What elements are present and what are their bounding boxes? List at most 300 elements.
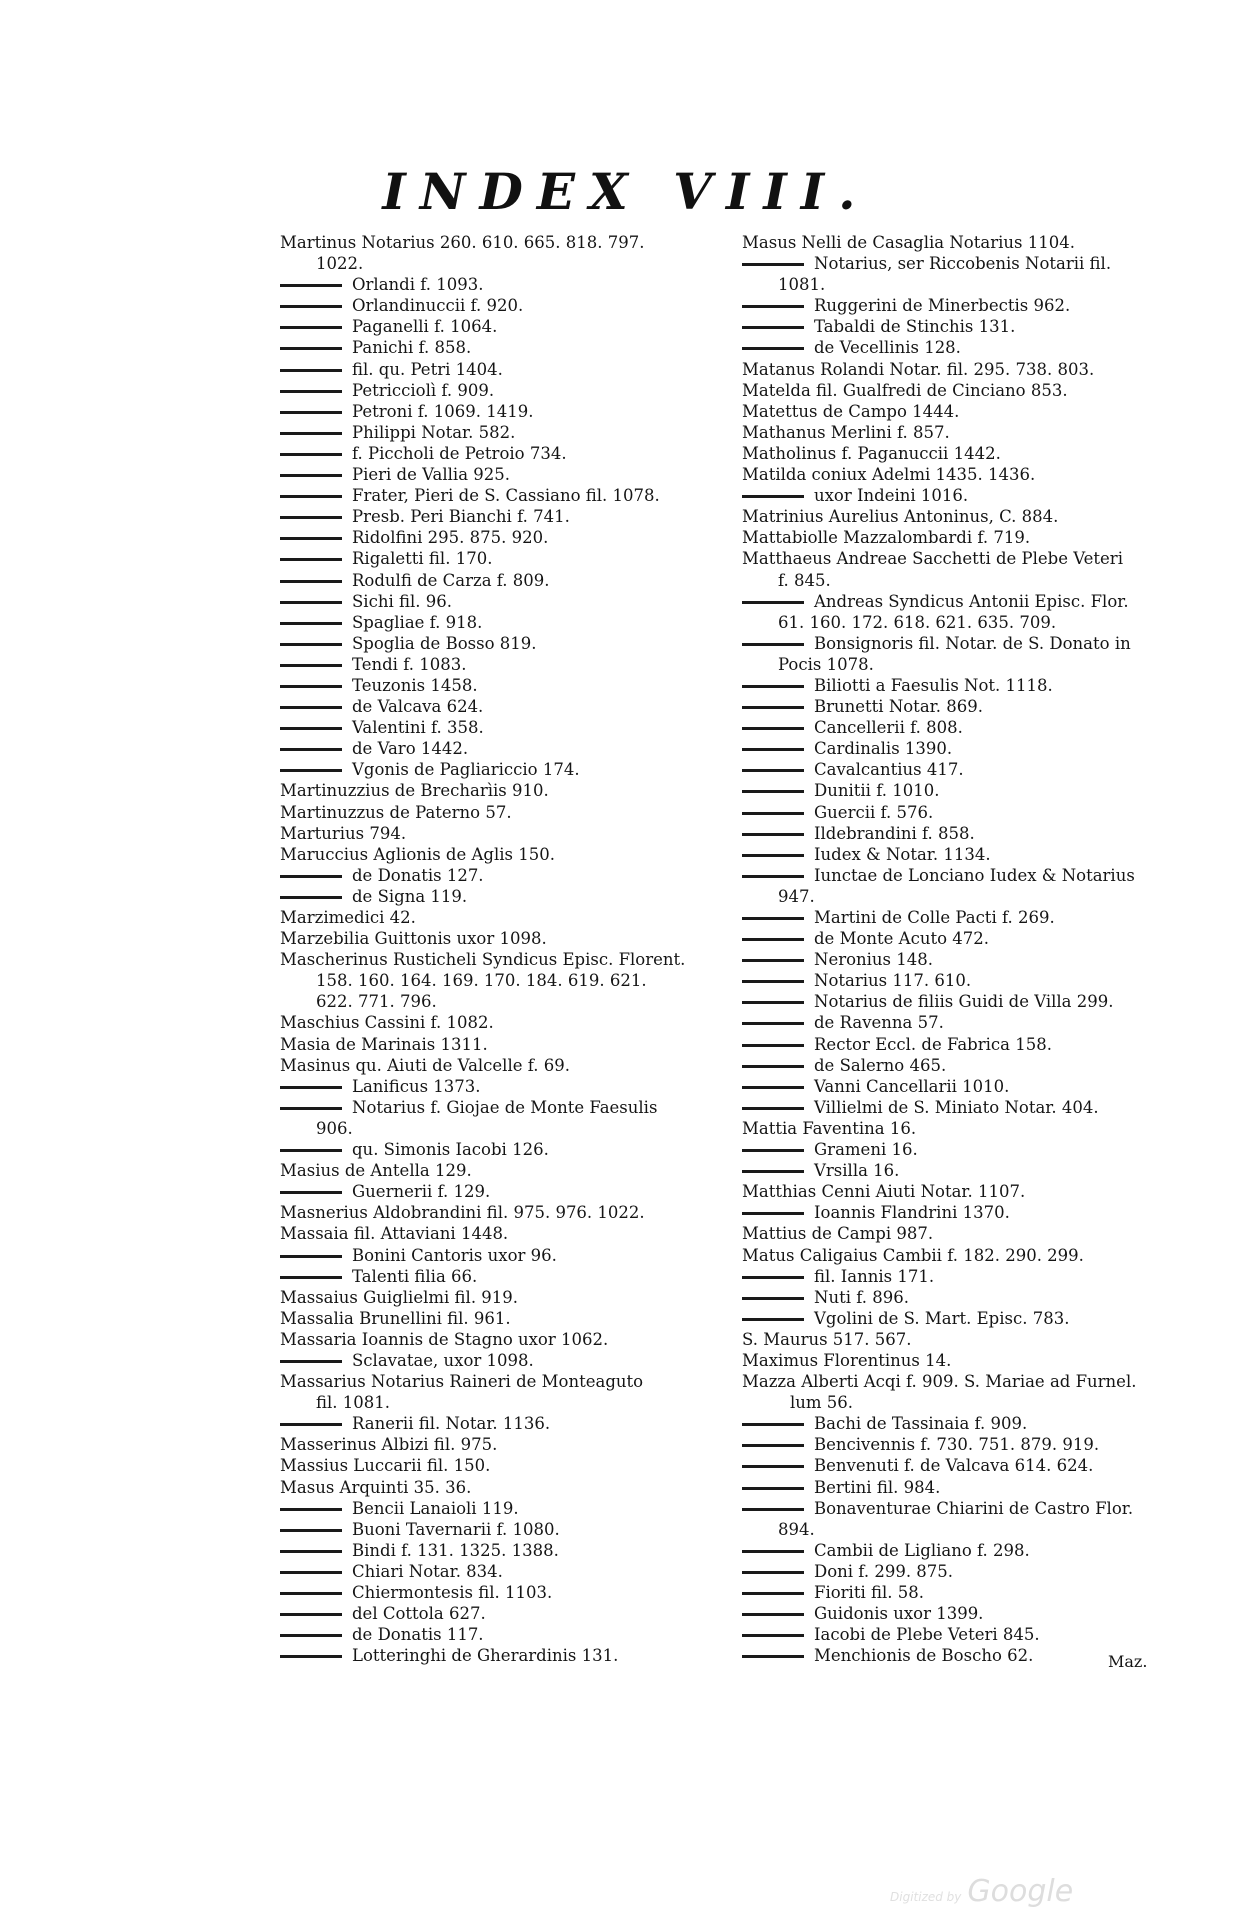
entry-text: Guercii f. 576. [814, 802, 934, 822]
index-entry [280, 907, 732, 928]
entry-text: Lotteringhi de Gherardinis 131. [352, 1646, 619, 1666]
entry-text: f. Piccholi de Petroio 734. [352, 443, 567, 463]
ditto-dash [742, 1318, 804, 1321]
entry-text: de Monte Acuto 472. [814, 929, 989, 949]
entry-text: Mattia Faventina 16. [742, 1118, 917, 1138]
watermark-prefix: Digitized by [890, 1890, 962, 1904]
index-subentry [742, 780, 1180, 801]
index-subentry [742, 1076, 1180, 1097]
index-subentry [742, 1097, 1180, 1118]
index-continuation [742, 886, 1180, 907]
ditto-dash [280, 432, 342, 435]
index-entry [742, 232, 1180, 253]
ditto-dash [280, 875, 342, 878]
ditto-dash [280, 495, 342, 498]
ditto-dash [742, 769, 804, 772]
index-entry [280, 1434, 732, 1455]
index-column-left [280, 232, 732, 1666]
ditto-dash [280, 1508, 342, 1511]
entry-text: Matholinus f. Paganuccii 1442. [742, 443, 1001, 463]
ditto-dash [742, 1086, 804, 1089]
index-subentry [742, 295, 1180, 316]
index-entry [280, 1055, 732, 1076]
ditto-dash [280, 622, 342, 625]
ditto-dash [742, 938, 804, 941]
ditto-dash [742, 1107, 804, 1110]
entry-text: Panichi f. 858. [352, 338, 472, 358]
index-continuation [742, 654, 1180, 675]
index-entry [742, 359, 1180, 380]
entry-text: Bonsignoris fil. Notar. de S. Donato in [814, 633, 1131, 653]
entry-text: Bonaventurae Chiarini de Castro Flor. [814, 1498, 1134, 1518]
index-entry [742, 380, 1180, 401]
entry-text: Massarius Notarius Raineri de Monteaguto [280, 1372, 644, 1392]
entry-text: Vanni Cancellarii 1010. [814, 1076, 1010, 1096]
index-continuation [742, 274, 1180, 295]
entry-text: Massaius Guiglielmi fil. 919. [280, 1287, 519, 1307]
ditto-dash [742, 263, 804, 266]
ditto-dash [280, 685, 342, 688]
entry-text: Neronius 148. [814, 950, 934, 970]
index-entry [742, 422, 1180, 443]
entry-text: Paganelli f. 1064. [352, 317, 498, 337]
index-subentry [280, 422, 732, 443]
entry-text: Masus Nelli de Casaglia Notarius 1104. [742, 233, 1075, 252]
index-subentry [280, 1540, 732, 1561]
ditto-dash [280, 1276, 342, 1279]
ditto-dash [742, 1212, 804, 1215]
index-continuation [280, 1118, 732, 1139]
ditto-dash [280, 643, 342, 646]
entry-text: Mascherinus Rusticheli Syndicus Episc. Florent. [280, 950, 686, 970]
ditto-dash [742, 495, 804, 498]
index-entry [742, 1371, 1180, 1392]
index-entry [742, 527, 1180, 548]
index-subentry [280, 1603, 732, 1624]
entry-text: Bencivennis f. 730. 751. 879. 919. [814, 1435, 1100, 1455]
entry-text: Vgolini de S. Mart. Episc. 783. [814, 1308, 1070, 1328]
index-subentry [742, 759, 1180, 780]
entry-text: Rector Eccl. de Fabrica 158. [814, 1034, 1052, 1054]
index-subentry [280, 1519, 732, 1540]
index-subentry [742, 337, 1180, 358]
index-subentry [742, 865, 1180, 886]
entry-text: Presb. Peri Bianchi f. 741. [352, 507, 570, 527]
entry-text: Dunitii f. 1010. [814, 781, 940, 801]
entry-text: Fioriti fil. 58. [814, 1583, 924, 1602]
ditto-dash [280, 664, 342, 667]
index-subentry [742, 1498, 1180, 1519]
entry-text: Masus Arquinti 35. 36. [280, 1477, 472, 1497]
index-subentry [742, 1308, 1180, 1329]
entry-text: Villielmi de S. Miniato Notar. 404. [814, 1097, 1099, 1117]
entry-text: Martinuzzus de Paterno 57. [280, 802, 512, 822]
ditto-dash [280, 390, 342, 393]
index-subentry [742, 696, 1180, 717]
entry-text: qu. Simonis Iacobi 126. [352, 1140, 549, 1160]
index-subentry [742, 1603, 1180, 1624]
entry-text: 1081. [778, 275, 826, 295]
entry-text: Spagliae f. 918. [352, 612, 483, 632]
entry-text: Petroni f. 1069. 1419. [352, 401, 534, 421]
ditto-dash [280, 1634, 342, 1637]
page-title: INDEX VIII. [382, 162, 870, 221]
ditto-dash [742, 980, 804, 983]
index-subentry [280, 1561, 732, 1582]
entry-text: Cardinalis 1390. [814, 739, 953, 759]
index-subentry [280, 1245, 732, 1266]
index-entry [742, 548, 1180, 569]
entry-text: de Donatis 117. [352, 1625, 484, 1645]
entry-text: de Valcava 624. [352, 697, 484, 717]
index-subentry [742, 485, 1180, 506]
index-subentry [280, 527, 732, 548]
entry-text: Masserinus Albizi fil. 975. [280, 1435, 498, 1455]
index-column-right [742, 232, 1180, 1666]
entry-text: Masnerius Aldobrandini fil. 975. 976. 1022. [280, 1203, 645, 1223]
ditto-dash [742, 1297, 804, 1300]
entry-text: Menchionis de Boscho 62. [814, 1646, 1034, 1666]
entry-text: Massaria Ioannis de Stagno uxor 1062. [280, 1329, 609, 1349]
index-subentry [280, 591, 732, 612]
index-subentry [742, 1287, 1180, 1308]
ditto-dash [742, 1634, 804, 1637]
index-entry [280, 1202, 732, 1223]
entry-text: fil. Iannis 171. [814, 1266, 935, 1286]
index-subentry [742, 1582, 1180, 1603]
entry-text: Andreas Syndicus Antonii Episc. Flor. [814, 591, 1129, 611]
entry-text: Maschius Cassini f. 1082. [280, 1013, 494, 1033]
ditto-dash [742, 1065, 804, 1068]
ditto-dash [280, 1613, 342, 1616]
ditto-dash [280, 1655, 342, 1658]
index-subentry [280, 1076, 732, 1097]
index-continuation [280, 1392, 732, 1413]
index-subentry [742, 675, 1180, 696]
ditto-dash [742, 790, 804, 793]
index-entry [742, 1223, 1180, 1244]
index-entry [280, 1223, 732, 1244]
entry-text: Iacobi de Plebe Veteri 845. [814, 1625, 1040, 1645]
ditto-dash [280, 1107, 342, 1110]
index-subentry [742, 907, 1180, 928]
digitized-watermark [890, 1874, 1073, 1909]
index-subentry [742, 316, 1180, 337]
entry-text: Iunctae de Lonciano Iudex & Notarius [814, 865, 1135, 885]
index-subentry [280, 1350, 732, 1371]
entry-text: Ildebrandini f. 858. [814, 823, 975, 843]
ditto-dash [742, 1001, 804, 1004]
ditto-dash [742, 1276, 804, 1279]
ditto-dash [742, 1149, 804, 1152]
entry-text: 894. [778, 1519, 815, 1539]
entry-text: Ranerii fil. Notar. 1136. [352, 1414, 551, 1434]
entry-text: de Ravenna 57. [814, 1013, 944, 1033]
ditto-dash [280, 896, 342, 899]
index-entry [280, 780, 732, 801]
index-entry [280, 1477, 732, 1498]
index-entry [280, 1329, 732, 1350]
index-subentry [742, 1413, 1180, 1434]
index-entry [742, 1181, 1180, 1202]
index-subentry [742, 1034, 1180, 1055]
ditto-dash [280, 1255, 342, 1258]
index-subentry [280, 359, 732, 380]
index-entry [742, 464, 1180, 485]
index-subentry [280, 886, 732, 907]
index-subentry [742, 1540, 1180, 1561]
index-subentry [742, 928, 1180, 949]
index-continuation [280, 970, 732, 991]
index-subentry [280, 464, 732, 485]
entry-text: Matus Caligaius Cambii f. 182. 290. 299. [742, 1245, 1084, 1265]
entry-text: Buoni Tavernarii f. 1080. [352, 1519, 560, 1539]
entry-text: Orlandinuccii f. 920. [352, 296, 524, 316]
index-subentry [280, 316, 732, 337]
entry-text: Lanificus 1373. [352, 1076, 481, 1096]
entry-text: Sichi fil. 96. [352, 591, 452, 611]
entry-text: Marturius 794. [280, 823, 407, 843]
index-subentry [742, 591, 1180, 612]
ditto-dash [742, 812, 804, 815]
ditto-dash [742, 1550, 804, 1553]
entry-text: Iudex & Notar. 1134. [814, 844, 991, 864]
ditto-dash [280, 1191, 342, 1194]
entry-text: Chiari Notar. 834. [352, 1561, 503, 1581]
entry-text: fil. qu. Petri 1404. [352, 359, 503, 379]
entry-text: Matettus de Campo 1444. [742, 401, 960, 421]
ditto-dash [742, 959, 804, 962]
entry-text: Masia de Marinais 1311. [280, 1034, 488, 1054]
ditto-dash [280, 769, 342, 772]
index-entry [280, 1455, 732, 1476]
watermark-brand: Google [967, 1874, 1074, 1909]
entry-text: Marzimedici 42. [280, 908, 416, 927]
entry-text: Bencii Lanaioli 119. [352, 1498, 519, 1518]
ditto-dash [742, 1508, 804, 1511]
ditto-dash [742, 1592, 804, 1595]
entry-text: Chiermontesis fil. 1103. [352, 1583, 553, 1602]
entry-text: Notarius, ser Riccobenis Notarii fil. [814, 254, 1112, 274]
index-subentry [742, 823, 1180, 844]
ditto-dash [280, 326, 342, 329]
entry-text: de Vecellinis 128. [814, 338, 961, 358]
index-entry [742, 443, 1180, 464]
entry-text: Bachi de Tassinaia f. 909. [814, 1414, 1028, 1434]
ditto-dash [280, 558, 342, 561]
entry-text: Cancellerii f. 808. [814, 718, 963, 738]
entry-text: Ruggerini de Minerbectis 962. [814, 296, 1071, 316]
ditto-dash [280, 727, 342, 730]
entry-text: de Salerno 465. [814, 1055, 947, 1075]
entry-text: Masius de Antella 129. [280, 1161, 472, 1181]
catchword: Maz. [1108, 1652, 1148, 1671]
entry-text: 906. [316, 1118, 353, 1138]
ditto-dash [742, 643, 804, 646]
index-subentry [742, 970, 1180, 991]
index-subentry [280, 485, 732, 506]
entry-text: 622. 771. 796. [316, 992, 437, 1012]
ditto-dash [280, 516, 342, 519]
index-subentry [280, 443, 732, 464]
index-subentry [742, 1160, 1180, 1181]
ditto-dash [280, 284, 342, 287]
index-continuation [280, 253, 732, 274]
entry-text: Tendi f. 1083. [352, 654, 467, 674]
index-subentry [742, 738, 1180, 759]
index-entry [280, 1371, 732, 1392]
index-entry [742, 1245, 1180, 1266]
entry-text: Marzebilia Guittonis uxor 1098. [280, 929, 547, 949]
ditto-dash [280, 706, 342, 709]
ditto-dash [280, 748, 342, 751]
ditto-dash [742, 1487, 804, 1490]
index-continuation [742, 570, 1180, 591]
ditto-dash [280, 1550, 342, 1553]
entry-text: 1022. [316, 254, 364, 274]
index-subentry [280, 295, 732, 316]
index-entry [280, 928, 732, 949]
index-subentry [742, 1477, 1180, 1498]
index-subentry [280, 759, 732, 780]
ditto-dash [742, 326, 804, 329]
index-continuation [280, 991, 732, 1012]
entry-text: f. 845. [778, 570, 831, 590]
index-subentry [280, 1624, 732, 1645]
ditto-dash [742, 347, 804, 350]
entry-text: Notarius f. Giojae de Monte Faesulis [352, 1097, 658, 1117]
index-subentry [280, 570, 732, 591]
entry-text: Martinuzzius de Brecharìis 910. [280, 781, 549, 801]
entry-text: Spoglia de Bosso 819. [352, 633, 537, 653]
entry-text: Matrinius Aurelius Antoninus, C. 884. [742, 507, 1059, 527]
entry-text: Tabaldi de Stinchis 131. [814, 317, 1016, 337]
index-entry [280, 1287, 732, 1308]
entry-text: Matilda coniux Adelmi 1435. 1436. [742, 465, 1036, 485]
index-subentry [742, 1455, 1180, 1476]
ditto-dash [742, 1465, 804, 1468]
index-entry [280, 823, 732, 844]
ditto-dash [742, 1613, 804, 1616]
entry-text: Massalia Brunellini fil. 961. [280, 1308, 511, 1328]
entry-text: S. Maurus 517. 567. [742, 1329, 912, 1349]
ditto-dash [280, 474, 342, 477]
entry-text: Grameni 16. [814, 1140, 918, 1160]
entry-text: Notarius 117. 610. [814, 971, 972, 991]
ditto-dash [742, 706, 804, 709]
ditto-dash [280, 1149, 342, 1152]
entry-text: Bonini Cantoris uxor 96. [352, 1245, 557, 1265]
ditto-dash [280, 580, 342, 583]
ditto-dash [742, 1571, 804, 1574]
entry-text: Benvenuti f. de Valcava 614. 624. [814, 1456, 1094, 1476]
ditto-dash [742, 1655, 804, 1658]
entry-text: fil. 1081. [316, 1393, 391, 1413]
ditto-dash [742, 1044, 804, 1047]
index-subentry [280, 401, 732, 422]
entry-text: Massius Luccarii fil. 150. [280, 1456, 491, 1476]
entry-text: Mathanus Merlini f. 857. [742, 422, 950, 442]
entry-text: Matelda fil. Gualfredi de Cinciano 853. [742, 380, 1068, 400]
ditto-dash [742, 875, 804, 878]
index-subentry [280, 865, 732, 886]
entry-text: Masinus qu. Aiuti de Valcelle f. 69. [280, 1055, 570, 1075]
index-subentry [280, 548, 732, 569]
index-subentry [280, 274, 732, 295]
entry-text: Rodulfi de Carza f. 809. [352, 570, 550, 590]
ditto-dash [280, 1423, 342, 1426]
entry-text: Sclavatae, uxor 1098. [352, 1350, 534, 1370]
ditto-dash [280, 1086, 342, 1089]
index-subentry [280, 675, 732, 696]
entry-text: Doni f. 299. 875. [814, 1561, 954, 1581]
entry-text: 947. [778, 886, 815, 906]
index-continuation [742, 1519, 1180, 1540]
entry-text: de Varo 1442. [352, 739, 469, 759]
ditto-dash [280, 601, 342, 604]
entry-text: Frater, Pieri de S. Cassiano fil. 1078. [352, 486, 660, 506]
index-subentry [742, 1139, 1180, 1160]
index-subentry [280, 612, 732, 633]
index-subentry [742, 1624, 1180, 1645]
ditto-dash [742, 1444, 804, 1447]
index-subentry [742, 1055, 1180, 1076]
entry-text: Matthaeus Andreae Sacchetti de Plebe Veteri [742, 549, 1123, 569]
entry-text: Petricciolì f. 909. [352, 380, 495, 400]
entry-text: Guernerii f. 129. [352, 1182, 491, 1202]
index-entry [280, 1160, 732, 1181]
entry-text: Mazza Alberti Acqi f. 909. S. Mariae ad Furnel. [742, 1372, 1137, 1392]
entry-text: de Signa 119. [352, 886, 468, 906]
ditto-dash [280, 411, 342, 414]
index-subentry [280, 1097, 732, 1118]
index-subentry [280, 1139, 732, 1160]
index-entry [280, 1308, 732, 1329]
entry-text: Guidonis uxor 1399. [814, 1604, 984, 1624]
index-entry [280, 949, 732, 970]
index-subentry [280, 1266, 732, 1287]
ditto-dash [280, 347, 342, 350]
entry-text: Maruccius Aglionis de Aglis 150. [280, 844, 555, 864]
ditto-dash [742, 917, 804, 920]
entry-text: Valentini f. 358. [352, 718, 484, 738]
entry-text: Cavalcantius 417. [814, 760, 964, 780]
index-continuation [742, 612, 1180, 633]
index-subentry [280, 1498, 732, 1519]
entry-text: uxor Indeini 1016. [814, 486, 969, 506]
entry-text: Matanus Rolandi Notar. fil. 295. 738. 803. [742, 359, 1095, 379]
index-entry [280, 1034, 732, 1055]
ditto-dash [742, 833, 804, 836]
entry-text: 61. 160. 172. 618. 621. 635. 709. [778, 612, 1057, 632]
entry-text: Matthias Cenni Aiuti Notar. 1107. [742, 1182, 1026, 1202]
index-entry [280, 232, 732, 253]
ditto-dash [280, 1592, 342, 1595]
entry-text: Talenti filia 66. [352, 1266, 478, 1286]
index-entry [742, 506, 1180, 527]
index-subentry [742, 844, 1180, 865]
index-subentry [280, 1582, 732, 1603]
entry-text: del Cottola 627. [352, 1604, 486, 1624]
entry-text: Maximus Florentinus 14. [742, 1350, 952, 1370]
entry-text: Mattabiolle Mazzalombardi f. 719. [742, 528, 1031, 548]
index-subentry [280, 337, 732, 358]
index-subentry [742, 991, 1180, 1012]
entry-text: lum 56. [790, 1393, 854, 1413]
index-entry [280, 1012, 732, 1033]
index-subentry [280, 1181, 732, 1202]
entry-text: Nuti f. 896. [814, 1287, 909, 1307]
